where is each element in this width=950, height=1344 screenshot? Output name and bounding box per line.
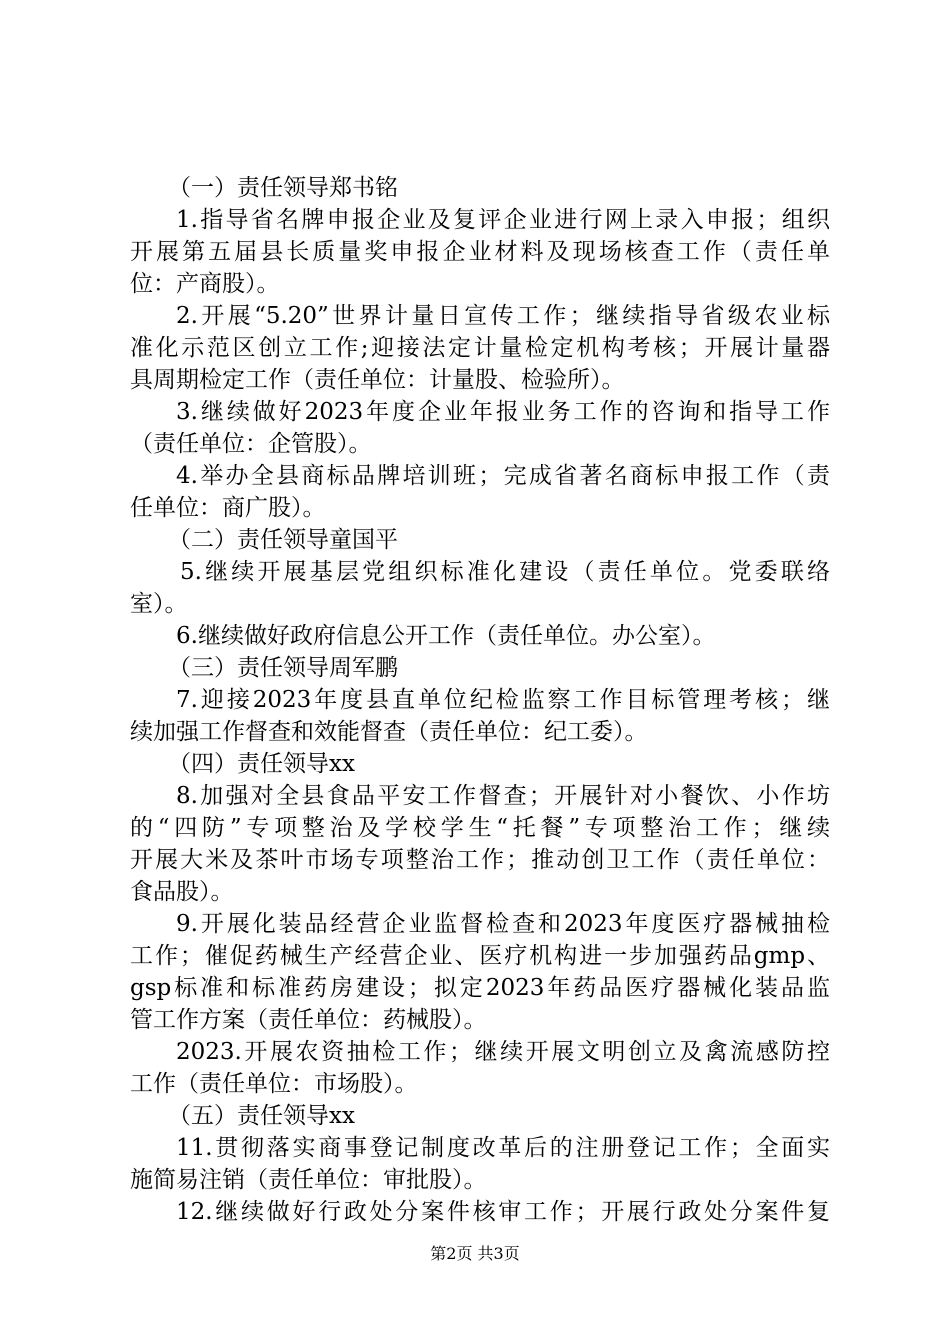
paragraph-line: 工作（责任单位：市场股）。 [130, 1071, 418, 1097]
paragraph-line: 开展第五届县长质量奖申报企业材料及现场核查工作（责任单 [130, 239, 830, 265]
paragraph-line: （责任单位：企管股）。 [130, 431, 372, 457]
paragraph-line: gsp标准和标准药房建设；拟定2023年药品医疗器械化装品监 [130, 975, 830, 1001]
paragraph-line: 9.开展化装品经营企业监督检查和2023年度医疗器械抽检 [176, 911, 830, 937]
section-heading: （四）责任领导xx [168, 751, 355, 777]
paragraph-line: 8.加强对全县食品平安工作督查；开展针对小餐饮、小作坊 [176, 783, 830, 809]
page-number-label: 第2页 共3页 [430, 1244, 520, 1263]
paragraph-line: 食品股）。 [130, 879, 234, 905]
paragraph-line: 3.继续做好2023年度企业年报业务工作的咨询和指导工作 [176, 399, 830, 425]
paragraph-line: 12.继续做好行政处分案件核审工作；开展行政处分案件复 [176, 1199, 830, 1225]
paragraph-line: 具周期检定工作（责任单位：计量股、检验所）。 [130, 367, 625, 393]
paragraph-line: 1.指导省名牌申报企业及复评企业进行网上录入申报；组织 [176, 207, 830, 233]
paragraph-line: 施简易注销（责任单位：审批股）。 [130, 1167, 487, 1193]
paragraph-line: 管工作方案（责任单位：药械股）。 [130, 1007, 487, 1033]
section-heading: （五）责任领导xx [168, 1103, 355, 1129]
paragraph-line: 工作；催促药械生产经营企业、医疗机构进一步加强药品gmp、 [130, 943, 830, 969]
paragraph-line: 2.开展“5.20”世界计量日宣传工作；继续指导省级农业标 [176, 303, 830, 329]
paragraph-line: 6.继续做好政府信息公开工作（责任单位。办公室）。 [176, 623, 716, 649]
paragraph-line: 开展大米及茶叶市场专项整治工作；推动创卫工作（责任单位： [130, 847, 830, 873]
paragraph-line: 的“四防”专项整治及学校学生“托餐”专项整治工作；继续 [130, 815, 830, 841]
paragraph-line: 5.继续开展基层党组织标准化建设（责任单位。党委联络 [180, 559, 830, 585]
paragraph-line: 位：产商股）。 [130, 271, 280, 297]
paragraph-line: 7.迎接2023年度县直单位纪检监察工作目标管理考核；继 [176, 687, 830, 713]
paragraph-line: 任单位：商广股）。 [130, 495, 326, 521]
paragraph-line: 准化示范区创立工作;迎接法定计量检定机构考核；开展计量器 [130, 335, 830, 361]
paragraph-line: 室）。 [130, 591, 188, 617]
paragraph-line: 11.贯彻落实商事登记制度改革后的注册登记工作；全面实 [176, 1135, 830, 1161]
paragraph-line: 4.举办全县商标品牌培训班；完成省著名商标申报工作（责 [176, 463, 830, 489]
document-body [130, 172, 830, 1228]
paragraph-line: 2023.开展农资抽检工作；继续开展文明创立及禽流感防控 [176, 1039, 830, 1065]
section-heading: （一）责任领导郑书铭 [168, 175, 398, 201]
paragraph-line: 续加强工作督查和效能督查（责任单位：纪工委）。 [130, 719, 648, 745]
page-footer [0, 1244, 950, 1264]
section-heading: （三）责任领导周军鹏 [168, 655, 398, 681]
section-heading: （二）责任领导童国平 [168, 527, 398, 553]
